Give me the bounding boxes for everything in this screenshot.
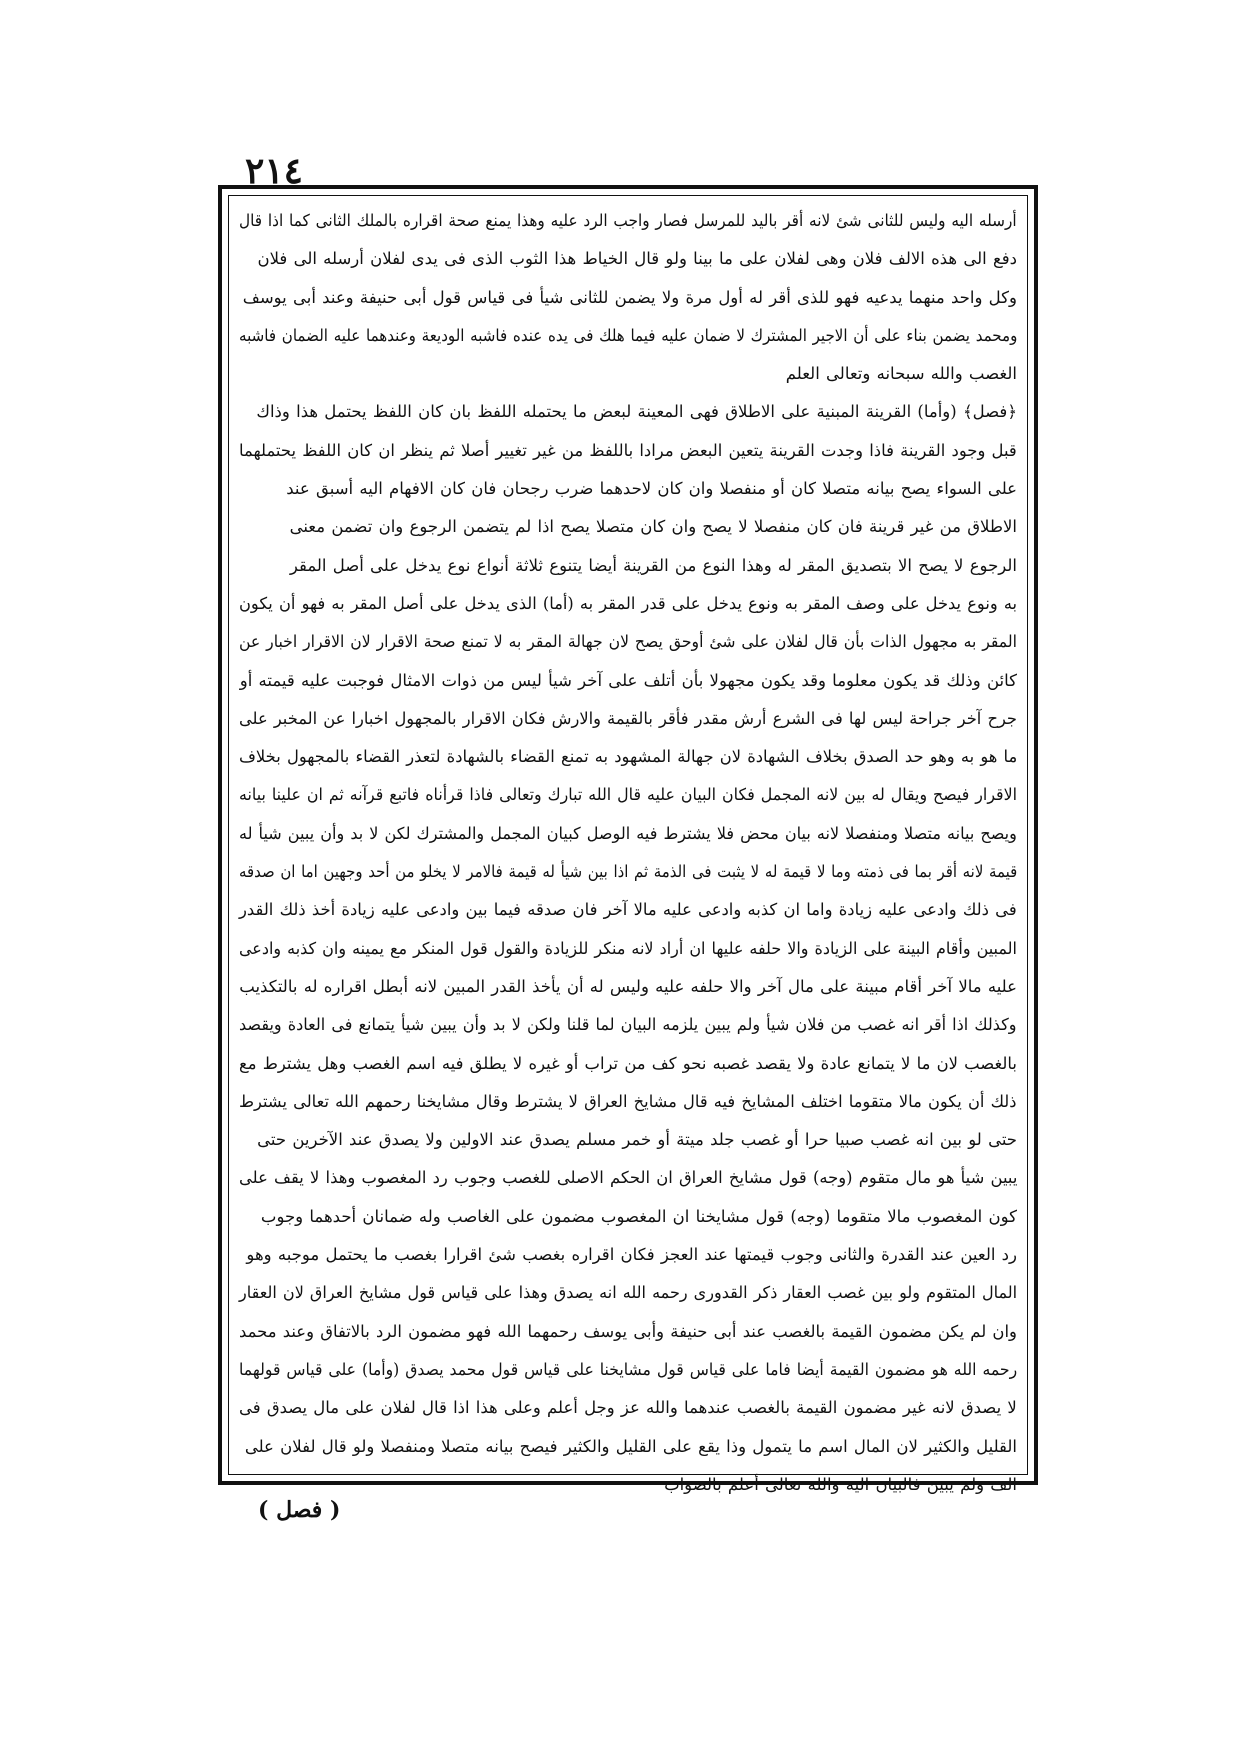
text-line: المبين وأقام البينة على الزيادة والا حلفه عليها ان أراد لانه منكر للزيادة والقول قول المنكر مع يمينه وان كذبه وادعى	[239, 938, 1017, 958]
text-line: الاقرار فيصح ويقال له بين لانه المجمل فكان البيان عليه قال الله تبارك وتعالى فاذا قرأناه فاتبع قرآنه ثم ان علينا بيانه	[238, 785, 1017, 805]
text-line: رد العين عند القدرة والثانى وجوب قيمتها عند العجز فكان اقراره بغصب شئ اقرارا بغصب ما يحتمل موجبه وهو	[246, 1245, 1017, 1265]
text-line: المقر به مجهول الذات بأن قال لفلان على شئ أوحق يصح لان جهالة المقر به لا تمنع صحة الاقرار لان الاقرار اخبار عن	[239, 632, 1017, 652]
text-line: المال المتقوم ولو بين غصب العقار ذكر القدورى رحمه الله انه يصدق وهذا على قياس قول مشايخ العراق لان العقار	[238, 1283, 1017, 1303]
text-line: الرجوع لا يصح الا بتصديق المقر له وهذا النوع من القرينة أيضا يتنوع ثلاثة أنواع نوع يدخل على أصل المقر	[289, 555, 1017, 575]
text-line: لا يصدق لانه غير مضمون القيمة بالغصب عندهما والله عز وجل أعلم وعلى هذا اذا قال لفلان على مال يصدق فى	[239, 1398, 1017, 1418]
text-line: الاطلاق من غير قرينة فان كان منفصلا لا يصح وان كان متصلا يصح اذا لم يتضمن الرجوع وان تضمن معنى	[289, 517, 1017, 537]
text-line: أرسله اليه وليس للثانى شئ لانه أقر باليد للمرسل فصار واجب الرد عليه وهذا يمنع صحة اقراره بالملك الثانى كما اذا قال	[239, 211, 1017, 230]
text-line: ﴿فصل﴾ (وأما) القرينة المبنية على الاطلاق فهى المعينة لبعض ما يحتمله اللفظ بان كان اللفظ يحتمل هذا وذاك	[256, 402, 1017, 422]
text-line: عليه مالا آخر أقام مبينة على مال آخر والا حلفه عليه وليس له أن يأخذ القدر المبين لانه أبطل اقراره له بالتكذيب	[239, 976, 1017, 996]
text-line: وكل واحد منهما يدعيه فهو للذى أقر له أول مرة ولا يضمن للثانى شيأ فى قياس قول أبى حنيفة وعند أبى يوسف	[242, 287, 1017, 307]
catchword: ( فصل )	[258, 1497, 341, 1523]
text-line: ما هو به وهو حد الصدق بخلاف الشهادة لان جهالة المشهود به تمنع القضاء بالشهادة لتعذر القضاء بالمجهول بخلاف	[238, 747, 1017, 767]
text-line: فى ذلك وادعى عليه زيادة واما ان كذبه وادعى عليه مالا آخر فان صدقه فيما بين وادعى عليه زيادة أخذ ذلك القدر	[239, 900, 1017, 920]
text-line: بالغصب لان ما لا يتمانع عادة ولا يقصد غصبه نحو كف من تراب أو غيره لا يطلق فيه اسم الغصب وهل يشترط مع	[239, 1053, 1017, 1073]
text-line: القليل والكثير لان المال اسم ما يتمول وذا يقع على القليل والكثير فيصح بيانه متصلا ومنفصلا ولو قال لفلان على	[244, 1436, 1017, 1456]
text-line: حتى لو بين انه غصب صبيا حرا أو غصب جلد ميتة أو خمر مسلم يصدق عند الاولين ولا يصدق عند الآخرين حتى	[257, 1130, 1017, 1150]
text-frame	[218, 185, 1038, 1494]
text-line: دفع الى هذه الالف فلان وهى لفلان على ما بينا ولو قال الخياط هذا الثوب الذى فى يدى لفلان أرسله الى فلان	[257, 249, 1017, 269]
text-line: الغصب والله سبحانه وتعالى العلم	[785, 364, 1017, 384]
text-line: ذلك أن يكون مالا متقوما اختلف المشايخ فيه قال مشايخ العراق لا يشترط وقال مشايخنا رحمهم الله تعالى يشترط	[239, 1091, 1017, 1111]
text-line: كائن وذلك قد يكون معلوما وقد يكون مجهولا بأن أتلف على آخر شيأ ليس من ذوات الامثال فوجبت عليه قيمته أو	[239, 670, 1017, 690]
text-line: على السواء يصح بيانه متصلا كان أو منفصلا وان كان لاحدهما ضرب رجحان فان كان الافهام اليه أسبق عند	[286, 479, 1017, 499]
text-line: جرح آخر جراحة ليس لها فى الشرع أرش مقدر فأقر بالقيمة والارش فكان الاقرار بالمجهول اخبارا عن المخبر على	[239, 708, 1017, 728]
text-line: وكذلك اذا أقر انه غصب من فلان شيأ ولم يبين يلزمه البيان لما قلنا ولكن لا بد وأن يبين شيأ يتمانع فى العادة ويقصد	[239, 1015, 1017, 1035]
page-text	[239, 202, 1017, 1504]
text-line: يبين شيأ هو مال متقوم (وجه) قول مشايخ العراق ان الحكم الاصلى للغصب وجوب رد المغصوب وهذا لا يقف على	[238, 1168, 1017, 1188]
text-line: به ونوع يدخل على وصف المقر به ونوع يدخل على قدر المقر به (أما) الذى يدخل على أصل المقر به فهو أن يكون	[238, 593, 1017, 613]
text-line: كون المغصوب مالا متقوما (وجه) قول مشايخنا ان المغصوب مضمون على الغاصب وله ضمانان أحدهما وجوب	[260, 1206, 1017, 1226]
text-frame-inner	[228, 195, 1028, 1494]
text-line: وان لم يكن مضمون القيمة بالغصب عند أبى حنيفة وأبى يوسف رحمهما الله فهو مضمون الرد بالاتفاق وعند محمد	[239, 1321, 1017, 1341]
text-line: رحمه الله هو مضمون القيمة أيضا فاما على قياس قول مشايخنا على قياس قول محمد يصدق (وأما) على قياس قولهما	[238, 1359, 1017, 1379]
text-line: ويصح بيانه متصلا ومنفصلا لانه بيان محض فلا يشترط فيه الوصل كبيان المجمل والمشترك لكن لا بد وأن يبين شيأ له	[239, 823, 1017, 843]
text-line: قيمة لانه أقر بما فى ذمته وما لا قيمة له لا يثبت فى الذمة ثم اذا بين شيأ له قيمة فالامر لا يخلو من أحد وجهين اما ان صدقه	[238, 862, 1017, 882]
text-line: الف ولم يبين فالبيان اليه والله تعالى أعلم بالصواب	[664, 1474, 1017, 1494]
text-line: قبل وجود القرينة فاذا وجدت القرينة يتعين البعض مرادا باللفظ من غير تغيير أصلا ثم ينظر ان كان اللفظ يحتملهما	[239, 440, 1017, 460]
page-number: ٢١٤	[245, 150, 304, 192]
text-line: ومحمد يضمن بناء على أن الاجير المشترك لا ضمان عليه فيما هلك فى يده عنده فاشبه الوديعة وعندهما عليه الضمان فاشبه	[238, 325, 1017, 345]
